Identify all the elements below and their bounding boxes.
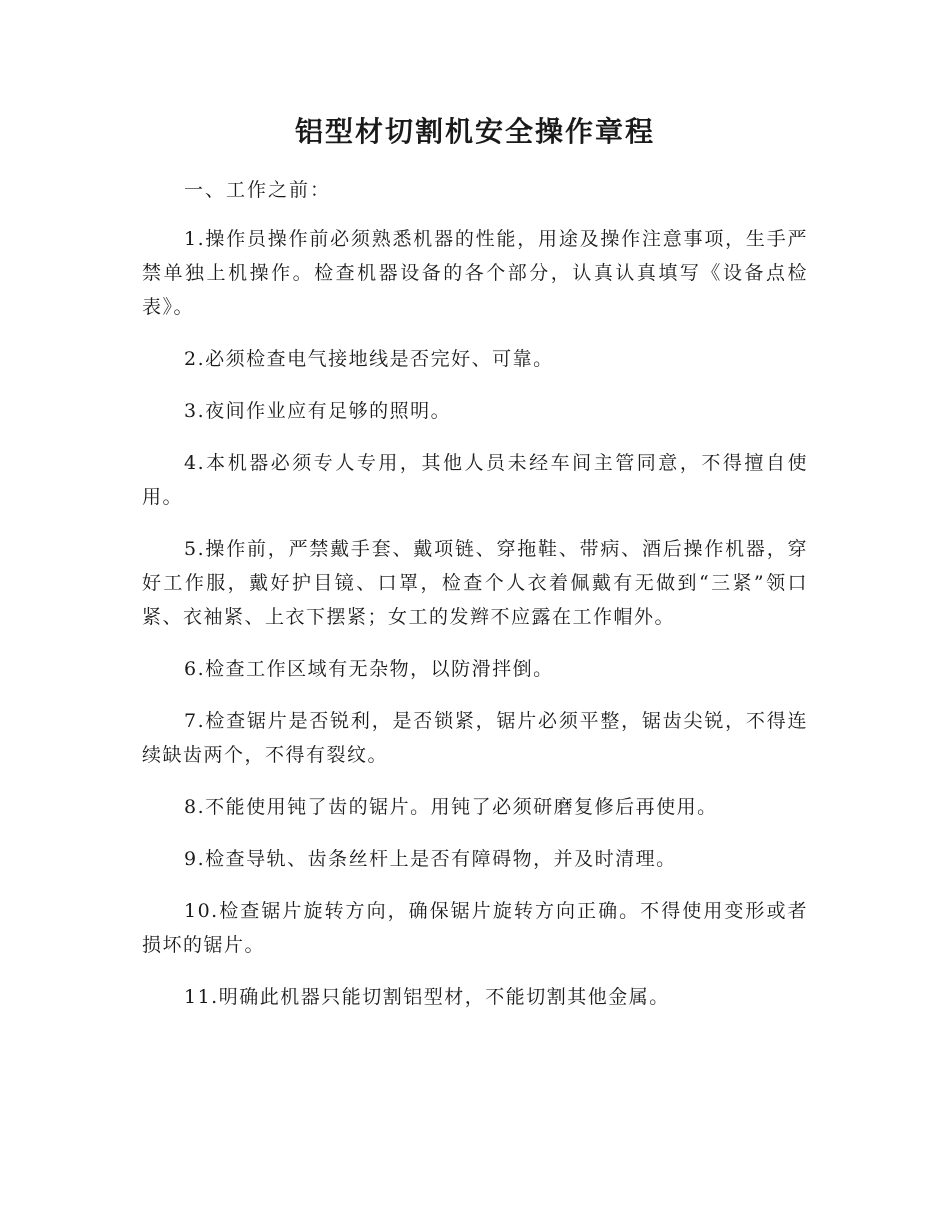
rule-item-8: 8.不能使用钝了齿的锯片。用钝了必须研磨复修后再使用。: [184, 796, 718, 818]
rule-item-2: 2.必须检查电气接地线是否完好、可靠。: [184, 348, 554, 370]
rule-item-11: 11.明确此机器只能切割铝型材，不能切割其他金属。: [184, 986, 670, 1008]
rule-item-7: 7.检查锯片是否锐利，是否锁紧，锯片必须平整，锯齿尖锐，不得连续缺齿两个，不得有裂纹。: [142, 710, 808, 766]
rule-item-10: 10.检查锯片旋转方向，确保锯片旋转方向正确。不得使用变形或者损坏的锯片。: [142, 900, 808, 956]
rule-item-9: 9.检查导轨、齿条丝杆上是否有障碍物，并及时清理。: [184, 848, 677, 870]
rule-item-3: 3.夜间作业应有足够的照明。: [184, 400, 452, 422]
section-heading: 一、工作之前：: [184, 179, 332, 201]
rule-item-1: 1.操作员操作前必须熟悉机器的性能，用途及操作注意事项，生手严禁单独上机操作。检查机器设备的各个部分，认真认真填写《设备点检表》。: [142, 228, 808, 318]
rule-item-4: 4.本机器必须专人专用，其他人员未经车间主管同意，不得擅自使用。: [142, 452, 808, 508]
rule-item-6: 6.检查工作区域有无杂物，以防滑拌倒。: [184, 658, 554, 680]
rule-item-5: 5.操作前，严禁戴手套、戴项链、穿拖鞋、带病、酒后操作机器，穿好工作服，戴好护目镜、口罩，检查个人衣着佩戴有无做到“三紧”领口紧、衣袖紧、上衣下摆紧；女工的发辫不应露在工作帽外。: [142, 538, 808, 628]
document-title: 铝型材切割机安全操作章程: [294, 115, 655, 148]
